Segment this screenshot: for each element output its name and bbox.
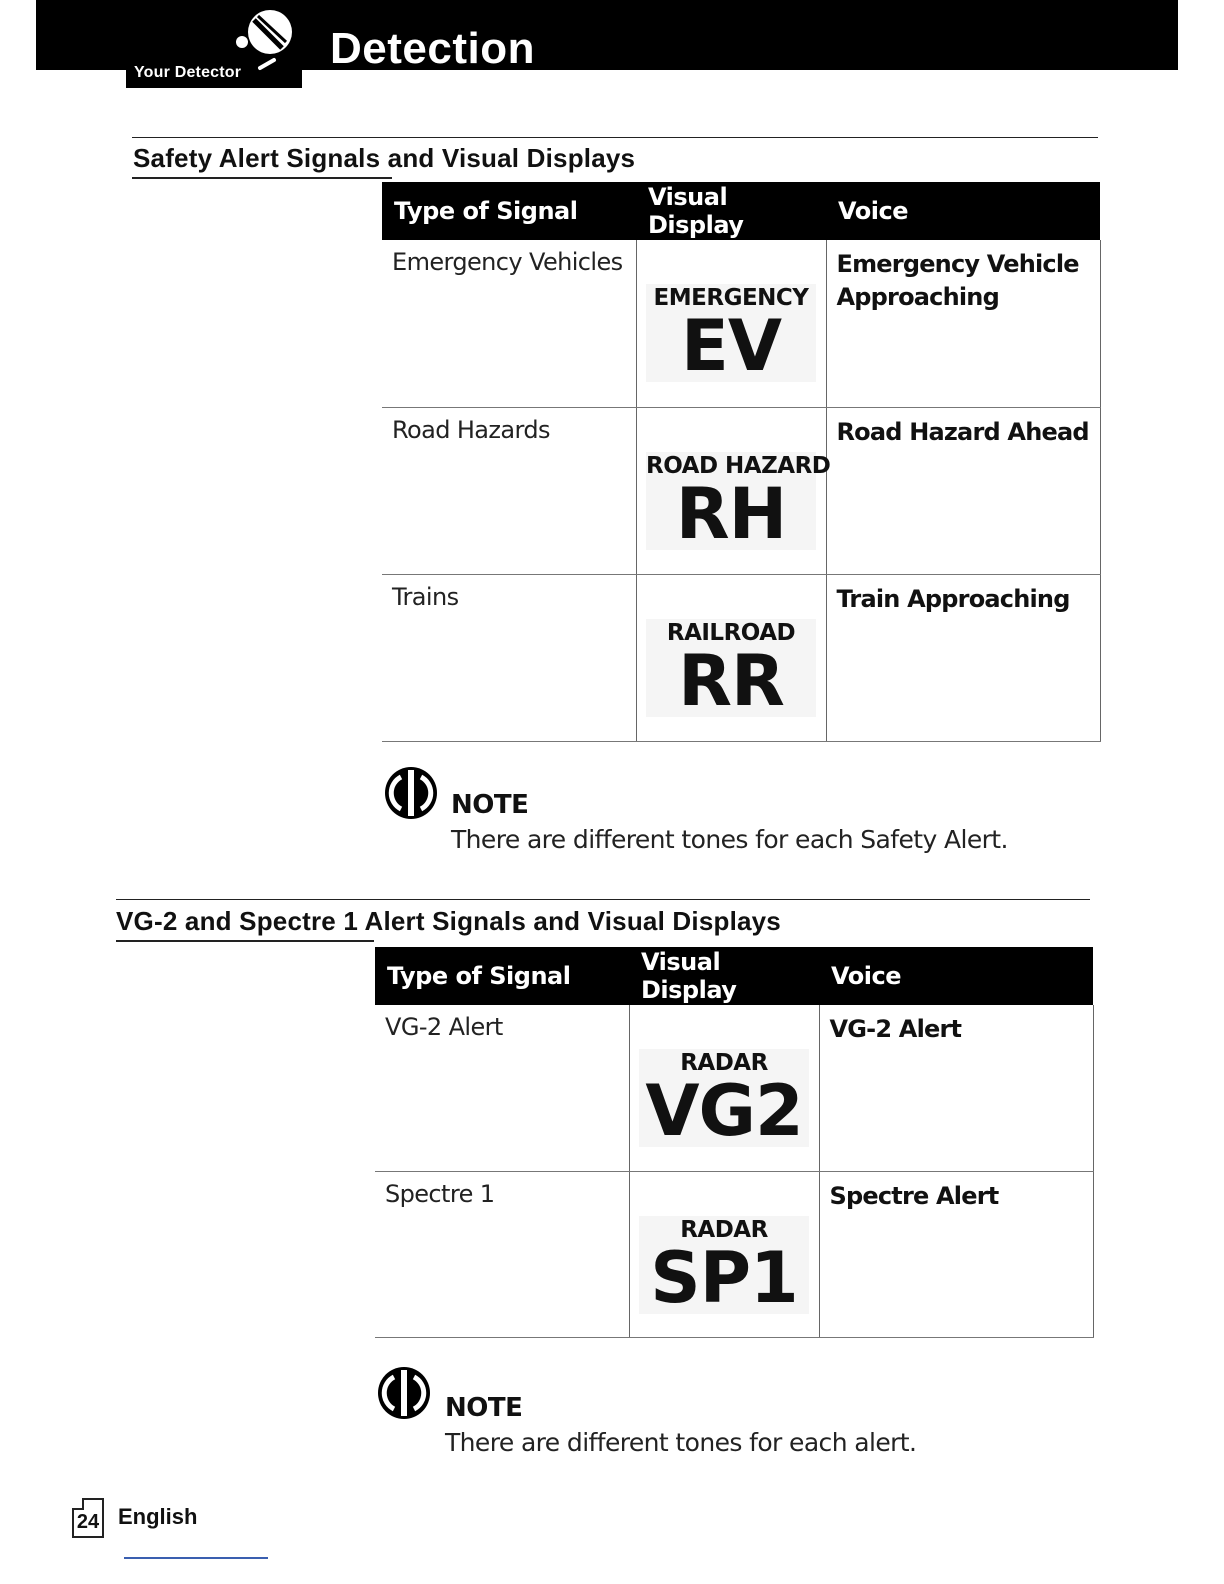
display-code: RR [678, 639, 784, 722]
visual-display [646, 284, 816, 387]
voice-text: Spectre Alert [819, 1171, 1093, 1337]
display-top-text: RADAR [680, 1050, 768, 1076]
column-header-voice: Voice [826, 182, 1100, 240]
note-label: NOTE [445, 1393, 523, 1423]
display-top-text: RADAR [680, 1216, 768, 1243]
table-row [382, 574, 1100, 741]
voice-text: VG-2 Alert [819, 1005, 1093, 1171]
section-2-top-rule [116, 899, 1090, 900]
section-1-title: Safety Alert Signals and Visual Displays [133, 143, 636, 173]
header-bar [36, 0, 1178, 70]
visual-display-cell [629, 1005, 819, 1171]
visual-display [646, 452, 831, 555]
column-header-type: Type of Signal [375, 947, 629, 1005]
note-icon [375, 1364, 433, 1422]
table-row [375, 1005, 1093, 1171]
vg2-spectre-alert-table [375, 947, 1094, 1338]
header-tab-label: Your Detector [134, 64, 242, 81]
voice-text: Emergency Vehicle Approaching [826, 240, 1100, 407]
section-2-title-underline [116, 940, 374, 942]
footer-rule [124, 1557, 268, 1559]
visual-display-cell [629, 1171, 819, 1337]
visual-display [646, 619, 816, 722]
section-1-top-rule [132, 137, 1098, 138]
display-code: VG2 [645, 1070, 803, 1152]
table-row [382, 407, 1100, 574]
column-header-display: Visual Display [636, 182, 826, 240]
signal-type: VG-2 Alert [375, 1005, 629, 1171]
table-header-row [375, 947, 1093, 1005]
display-code: EV [681, 305, 781, 387]
section-1-title-underline [132, 177, 392, 179]
visual-display-cell [636, 240, 826, 407]
display-top-text: EMERGENCY [653, 285, 809, 311]
visual-display-cell [636, 407, 831, 574]
signal-type: Spectre 1 [375, 1171, 629, 1337]
note-icon [382, 764, 440, 822]
note-text: There are different tones for each alert. [445, 1428, 917, 1457]
visual-display-cell [636, 574, 826, 741]
signal-type: Emergency Vehicles [382, 240, 636, 407]
display-top-text: RAILROAD [666, 619, 796, 646]
display-code: RH [675, 472, 787, 555]
safety-alert-table [382, 182, 1101, 742]
visual-display [639, 1049, 809, 1152]
signal-type: Trains [382, 574, 636, 741]
section-2-title: VG-2 and Spectre 1 Alert Signals and Visual Displays [116, 906, 781, 936]
column-header-voice: Voice [819, 947, 1093, 1005]
voice-text: Road Hazard Ahead [826, 407, 1100, 574]
note-label: NOTE [451, 790, 529, 820]
page-title: Detection [330, 24, 535, 73]
signal-type: Road Hazards [382, 407, 636, 574]
voice-text: Train Approaching [826, 574, 1100, 741]
display-top-text: ROAD HAZARD [646, 452, 831, 479]
footer-language: English [118, 1504, 198, 1529]
table-header-row [382, 182, 1100, 240]
visual-display [639, 1216, 809, 1319]
display-code: SP1 [650, 1236, 798, 1319]
table-row [375, 1171, 1093, 1337]
table-row [382, 240, 1100, 407]
page-number: 24 [72, 1498, 104, 1538]
note-text: There are different tones for each Safety Alert. [451, 825, 1008, 854]
column-header-type: Type of Signal [382, 182, 636, 240]
column-header-display: Visual Display [629, 947, 819, 1005]
